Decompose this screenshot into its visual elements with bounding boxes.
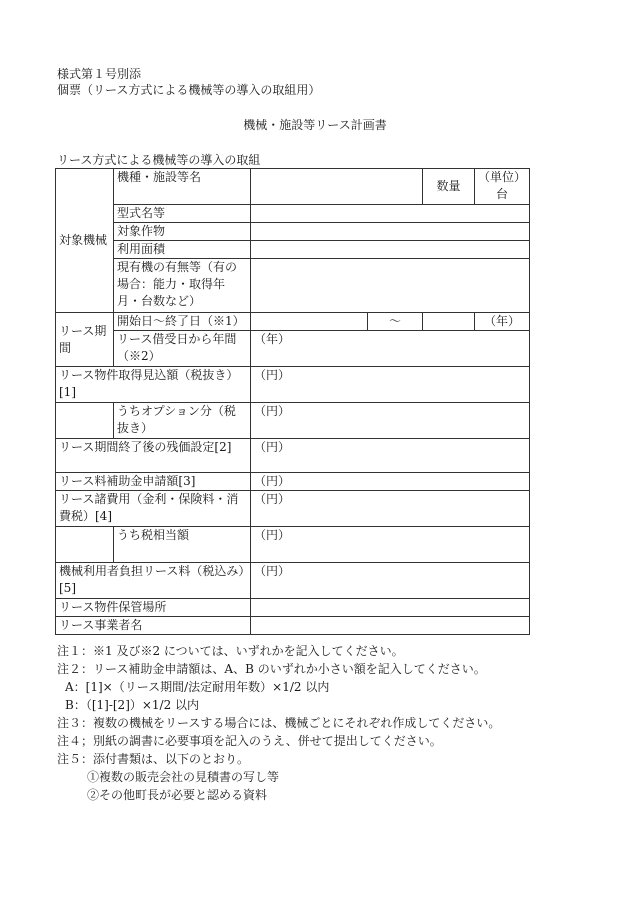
tax-part-label: うち税相当額 xyxy=(114,527,251,563)
form-number: 様式第１号別添 xyxy=(57,67,142,81)
option-part-value[interactable]: （円） xyxy=(251,403,530,439)
blank-cell xyxy=(56,527,114,563)
subsidy-label: リース料補助金申請額[3] xyxy=(56,473,251,491)
form-description: 個票（リース方式による機械等の導入の取組用） xyxy=(57,83,321,97)
start-date-value[interactable] xyxy=(251,313,368,331)
existing-machine-label: 現有機の有無等（有の場合：能力・取得年月・台数など） xyxy=(114,259,251,313)
model-value[interactable] xyxy=(251,205,530,223)
note-5: 注５：添付書類は、以下のとおり。 xyxy=(57,752,250,766)
note-2b: B：（[1]-[2]）×1/2 以内 xyxy=(65,698,200,712)
lease-period-label: リース期間 xyxy=(56,313,114,367)
residual-label: リース期間終了後の残価設定[2] xyxy=(56,439,251,473)
document-title: 機械・施設等リース計画書 xyxy=(243,118,387,132)
lease-plan-table xyxy=(55,168,530,635)
year-unit: （年） xyxy=(475,313,530,331)
note-5a: ①複数の販売会社の見積書の写し等 xyxy=(87,770,280,784)
existing-machine-value[interactable] xyxy=(251,259,530,313)
table-caption: リース方式による機械等の導入の取組 xyxy=(57,153,261,167)
crop-value[interactable] xyxy=(251,223,530,241)
end-date-value[interactable] xyxy=(423,313,475,331)
quantity-label: 数量 xyxy=(423,169,475,205)
notes-section xyxy=(57,642,500,804)
area-label: 利用面積 xyxy=(114,241,251,259)
expenses-value[interactable]: （円） xyxy=(251,491,530,527)
start-end-label: 開始日～終了日（※1） xyxy=(114,313,251,331)
expenses-label: リース諸費用（金利・保険料・消費税）[4] xyxy=(56,491,251,527)
option-part-label: うちオプション分（税抜き） xyxy=(114,403,251,439)
tilde-separator: ～ xyxy=(368,313,423,331)
user-fee-label: 機械利用者負担リース料（税込み）[5] xyxy=(56,563,251,599)
tax-part-value[interactable]: （円） xyxy=(251,527,530,563)
years-from-label: リース借受日から年間（※2） xyxy=(114,331,251,367)
storage-value[interactable] xyxy=(251,599,530,617)
machine-name-label: 機種・施設等名 xyxy=(114,169,251,205)
years-value[interactable]: （年） xyxy=(251,331,530,367)
blank-cell xyxy=(56,403,114,439)
note-3: 注３：複数の機械をリースする場合には、機械ごとにそれぞれ作成してください。 xyxy=(57,716,501,730)
lessor-label: リース事業者名 xyxy=(56,617,251,635)
model-label: 型式名等 xyxy=(114,205,251,223)
crop-label: 対象作物 xyxy=(114,223,251,241)
acquisition-price-label: リース物件取得見込額（税抜き）[1] xyxy=(56,367,251,403)
lessor-value[interactable] xyxy=(251,617,530,635)
note-2: 注２：リース補助金申請額は、A、B のいずれか小さい額を記入してください。 xyxy=(57,662,486,676)
acquisition-price-value[interactable]: （円） xyxy=(251,367,530,403)
unit-label: （単位）台 xyxy=(475,169,530,205)
subsidy-value[interactable]: （円） xyxy=(251,473,530,491)
user-fee-value[interactable]: （円） xyxy=(251,563,530,599)
machine-name-value[interactable] xyxy=(251,169,423,205)
storage-label: リース物件保管場所 xyxy=(56,599,251,617)
note-5b: ②その他町長が必要と認める資料 xyxy=(87,788,268,802)
residual-value[interactable]: （円） xyxy=(251,439,530,473)
target-machine-label: 対象機械 xyxy=(56,169,114,313)
note-2a: A：[1]×（リース期間/法定耐用年数）×1/2 以内 xyxy=(65,680,330,694)
note-1: 注１：※1 及び※2 については、いずれかを記入してください。 xyxy=(57,644,404,658)
note-4: 注４；別紙の調書に必要事項を記入のうえ、併せて提出してください。 xyxy=(57,734,442,748)
area-value[interactable] xyxy=(251,241,530,259)
